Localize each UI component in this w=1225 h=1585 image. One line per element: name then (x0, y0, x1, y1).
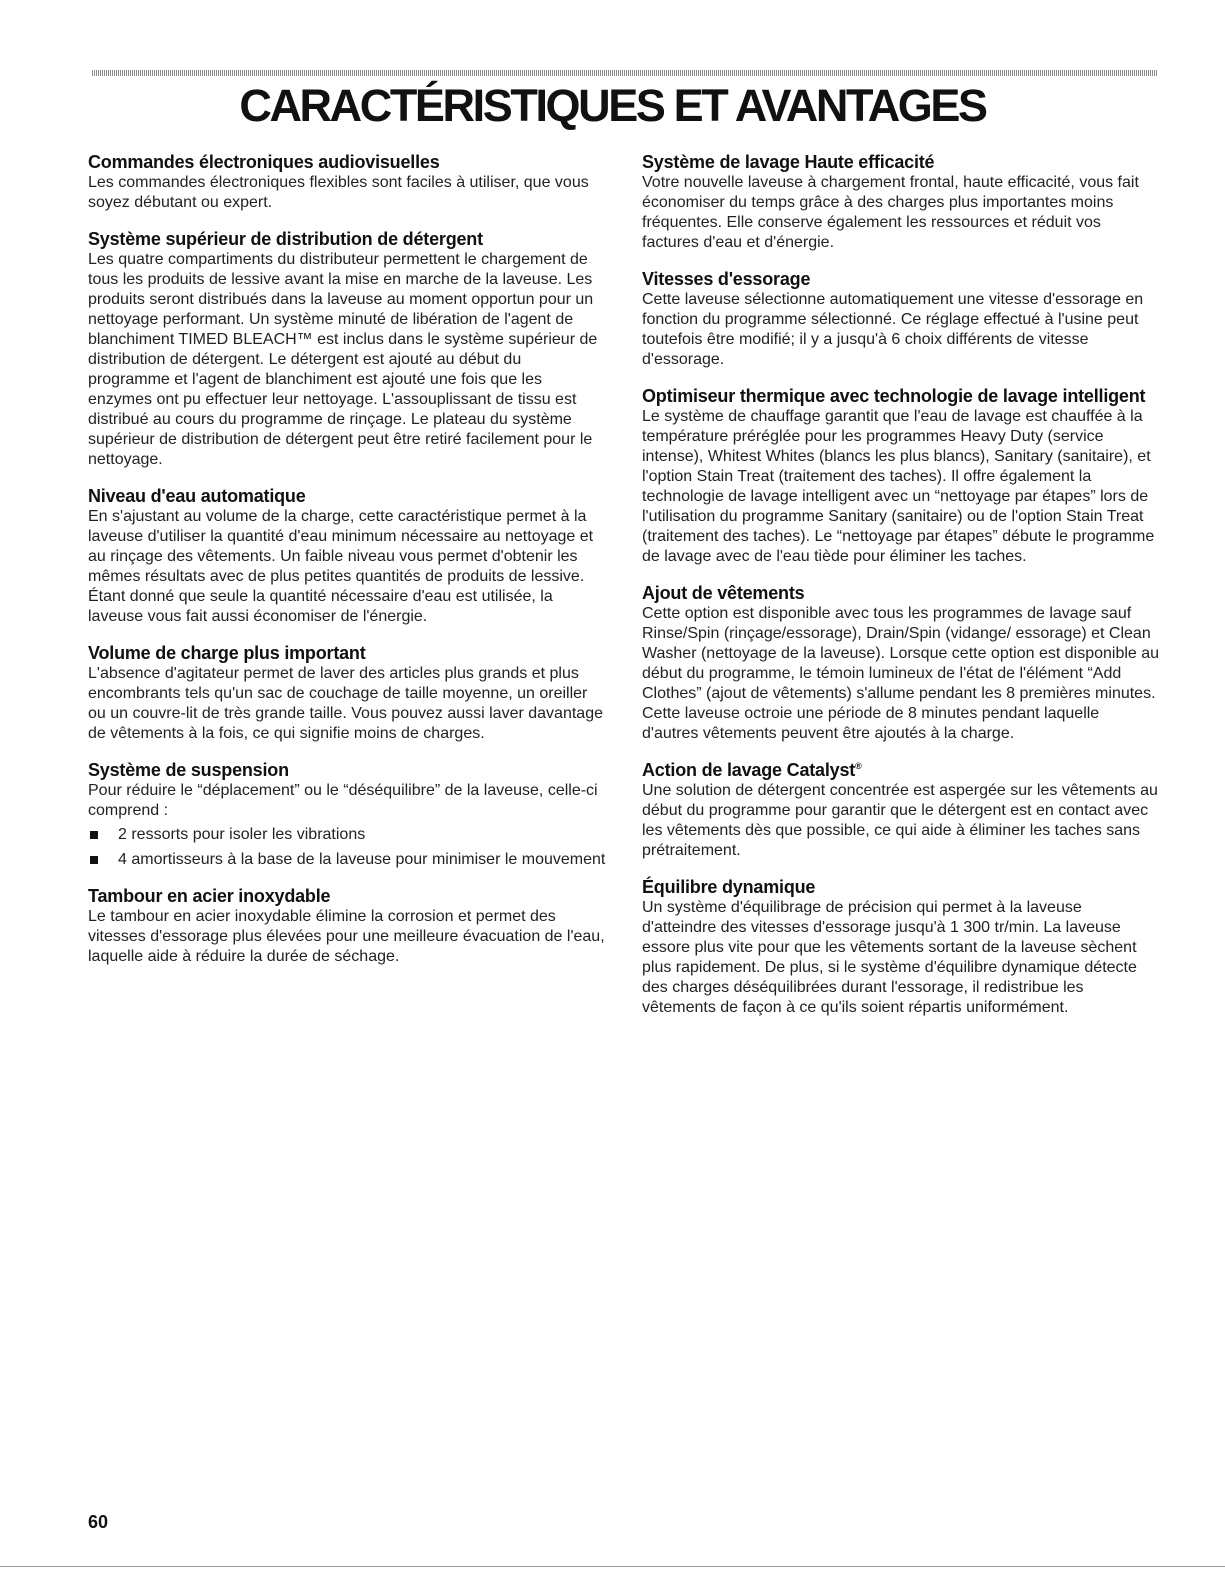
section-heading-wrap (642, 760, 1160, 780)
section-body: Un système d'équilibrage de précision qui permet à la laveuse d'atteindre des vitesses d'essorage jusqu'à 1 300 tr/min. La laveuse essore plus vite pour que les vêtements sortant de la laveuse sèchent plus rapidement. De plus, si le système d'équilibre dynamique détecte des charges déséquilibrées durant l'essorage, il redistribue les vêtements de façon à ce qu'ils soient répartis uniformément. (642, 899, 1137, 1016)
section-spin-speeds (642, 269, 1160, 370)
section-body: Votre nouvelle laveuse à chargement frontal, haute efficacité, vous fait économiser du temps grâce à des charges plus importantes moins fréquentes. Elle conserve également les ressources et réduit vos factures d'eau et d'énergie. (642, 174, 1139, 251)
section-heading: Optimiseur thermique avec technologie de lavage intelligent (642, 386, 1146, 406)
section-body: Les commandes électroniques flexibles sont faciles à utiliser, que vous soyez débutant ou expert. (88, 174, 589, 211)
section-heading: Tambour en acier inoxydable (88, 886, 331, 906)
section-thermal-optimizer (642, 386, 1160, 567)
section-heading: Système de suspension (88, 760, 289, 780)
left-column (88, 152, 606, 983)
bottom-rule (0, 1566, 1225, 1567)
section-body: Pour réduire le “déplacement” ou le “déséquilibre” de la laveuse, celle-ci comprend : (88, 782, 598, 819)
section-heading: Ajout de vêtements (642, 583, 805, 603)
section-body: Une solution de détergent concentrée est aspergée sur les vêtements au début du programme pour garantir que le détergent est en contact avec les vêtements dès que possible, ce qui aide à éliminer les taches sans prétraitement. (642, 782, 1158, 859)
section-body: Cette laveuse sélectionne automatiquement une vitesse d'essorage en fonction du programme sélectionné. Ce réglage effectué à l'usine peut toutefois être modifié; il y a jusqu'à 6 choix différents de vitesse d'essorage. (642, 291, 1144, 368)
section-load-capacity (88, 643, 606, 744)
section-heading: Volume de charge plus important (88, 643, 366, 663)
page-number: 60 (88, 1512, 109, 1532)
section-heading: Action de lavage Catalyst (642, 760, 856, 780)
list-item-text: 4 amortisseurs à la base de la laveuse pour minimiser le mouvement (118, 851, 606, 868)
section-suspension (88, 760, 606, 870)
section-body: Le tambour en acier inoxydable élimine la corrosion et permet des vitesses d'essorage plus élevées pour une meilleure évacuation de l'eau, laquelle aide à réduire la durée de séchage. (88, 908, 605, 965)
section-heading: Commandes électroniques audiovisuelles (88, 152, 440, 172)
right-column (642, 152, 1160, 1034)
section-heading: Vitesses d'essorage (642, 269, 811, 289)
section-detergent-dispenser (88, 229, 606, 470)
section-dynamic-balance (642, 877, 1160, 1018)
section-high-efficiency (642, 152, 1160, 253)
list-item-text: 2 ressorts pour isoler les vibrations (118, 826, 366, 843)
section-catalyst-wash (642, 760, 1160, 861)
page-title: CARACTÉRISTIQUES ET AVANTAGES (239, 80, 986, 131)
section-body: Cette option est disponible avec tous les programmes de lavage sauf Rinse/Spin (rinçage/essorage), Drain/Spin (vidange/ essorage) et Clean Washer (nettoyage de la laveuse). Lorsque cette option est disponible au début du programme, le témoin lumineux de l'état de l'élément “Add Clothes” (ajout de vêtements) s'allume pendant les 8 premières minutes. Cette laveuse octroie une période de 8 minutes pendant laquelle d'autres vêtements peuvent être ajoutés à la charge. (642, 605, 1160, 742)
list-item (88, 825, 606, 845)
section-body: Les quatre compartiments du distributeur permettent le chargement de tous les produits de lessive avant la mise en marche de la laveuse. Les produits seront distribués dans la laveuse au moment opportun pour un nettoyage performant. Un système minuté de libération de l'agent de blanchiment TIMED BLEACH™ est inclus dans le système supérieur de distribution de détergent. Le détergent est ajouté au début du programme et l'agent de blanchiment est ajouté une fois que les enzymes ont pu effectuer leur nettoyage. L'assouplissant de tissu est distribué au cours du programme de rinçage. Le plateau du système supérieur de distribution de détergent peut être retiré facilement pour le nettoyage. (88, 251, 598, 468)
section-add-clothes (642, 583, 1160, 744)
section-heading: Système supérieur de distribution de détergent (88, 229, 483, 249)
registered-mark: ® (855, 761, 862, 771)
list-item (88, 850, 606, 870)
section-heading: Système de lavage Haute efficacité (642, 152, 935, 172)
section-heading: Niveau d'eau automatique (88, 486, 306, 506)
section-water-level (88, 486, 606, 627)
section-body: Le système de chauffage garantit que l'eau de lavage est chauffée à la température préréglée pour les programmes Heavy Duty (service intense), Whitest Whites (blancs les plus blancs), Sanitary (sanitaire), et l'option Stain Treat (traitement des taches). Il offre également la technologie de lavage intelligent avec un “nettoyage par étapes” lors de l'utilisation du programme Sanitary (sanitaire) ou de l'option Stain Treat (traitement des taches). Le “nettoyage par étapes” débute le programme de lavage avec de l'eau tiède pour éliminer les taches. (642, 408, 1155, 565)
section-audio-visual-controls (88, 152, 606, 213)
section-body: En s'ajustant au volume de la charge, cette caractéristique permet à la laveuse d'utiliser la quantité d'eau minimum nécessaire au nettoyage et au rinçage des vêtements. Un faible niveau vous permet d'obtenir les mêmes résultats avec de plus petites quantités de produits de lessive. Étant donné que seule la quantité nécessaire d'eau est utilisée, la laveuse vous fait aussi économiser de l'énergie. (88, 508, 594, 625)
square-bullet-icon (90, 831, 98, 839)
top-dotted-rule (92, 70, 1158, 76)
bullet-list (88, 825, 606, 870)
square-bullet-icon (90, 856, 98, 864)
section-stainless-drum (88, 886, 606, 967)
section-body: L'absence d'agitateur permet de laver des articles plus grands et plus encombrants tels qu'un sac de couchage de taille moyenne, un oreiller ou un couvre-lit de très grande taille. Vous pouvez aussi laver davantage de vêtements à la fois, ce qui signifie moins de charges. (88, 665, 603, 742)
section-heading: Équilibre dynamique (642, 877, 816, 897)
